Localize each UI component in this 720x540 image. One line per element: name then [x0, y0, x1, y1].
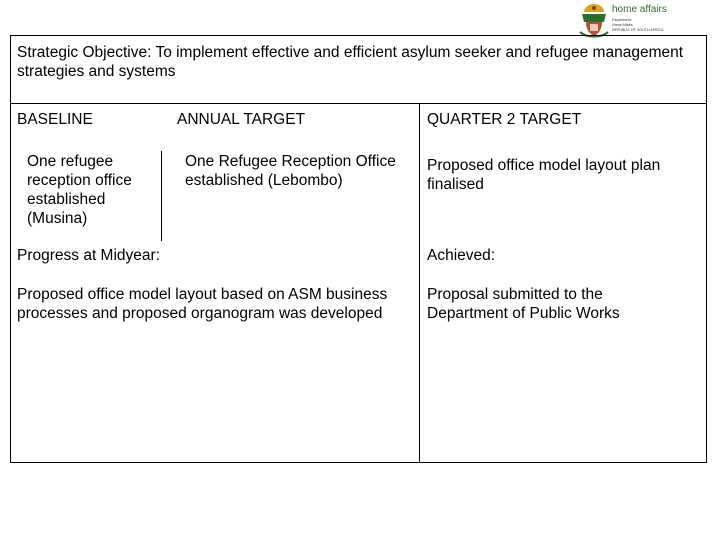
logo-title: home affairs [612, 4, 667, 15]
logo-line-3: REPUBLIC OF SOUTH AFRICA [612, 28, 664, 32]
strategic-objective [11, 36, 706, 104]
achieved-label: Achieved: [427, 247, 496, 264]
quarter-target-text: Proposed office model layout plan finalised [427, 157, 661, 193]
logo-line-1: Department: [612, 18, 632, 22]
objective-text: To implement effective and efficient asylum seeker and refugee management strategies and systems [17, 44, 684, 80]
logo-line-2: Home Affairs [612, 23, 633, 27]
divider-baseline-annual [161, 151, 162, 241]
annual-target-header: ANNUAL TARGET [177, 111, 306, 128]
annual-target-text: One Refugee Reception Office established (Lebombo) [185, 153, 396, 189]
midyear-label: Progress at Midyear: [17, 247, 160, 264]
divider-main [419, 104, 420, 463]
baseline-text: One refugee reception office established (Musina) [27, 153, 132, 227]
midyear-text: Proposed office model layout based on ASM business processes and proposed organogram was developed [17, 286, 388, 322]
objective-table [10, 35, 707, 463]
achieved-text: Proposal submitted to the Department of Public Works [427, 286, 620, 322]
objective-label: Strategic Objective: [17, 44, 152, 61]
quarter-target-header: QUARTER 2 TARGET [427, 111, 582, 128]
baseline-header: BASELINE [17, 111, 93, 128]
